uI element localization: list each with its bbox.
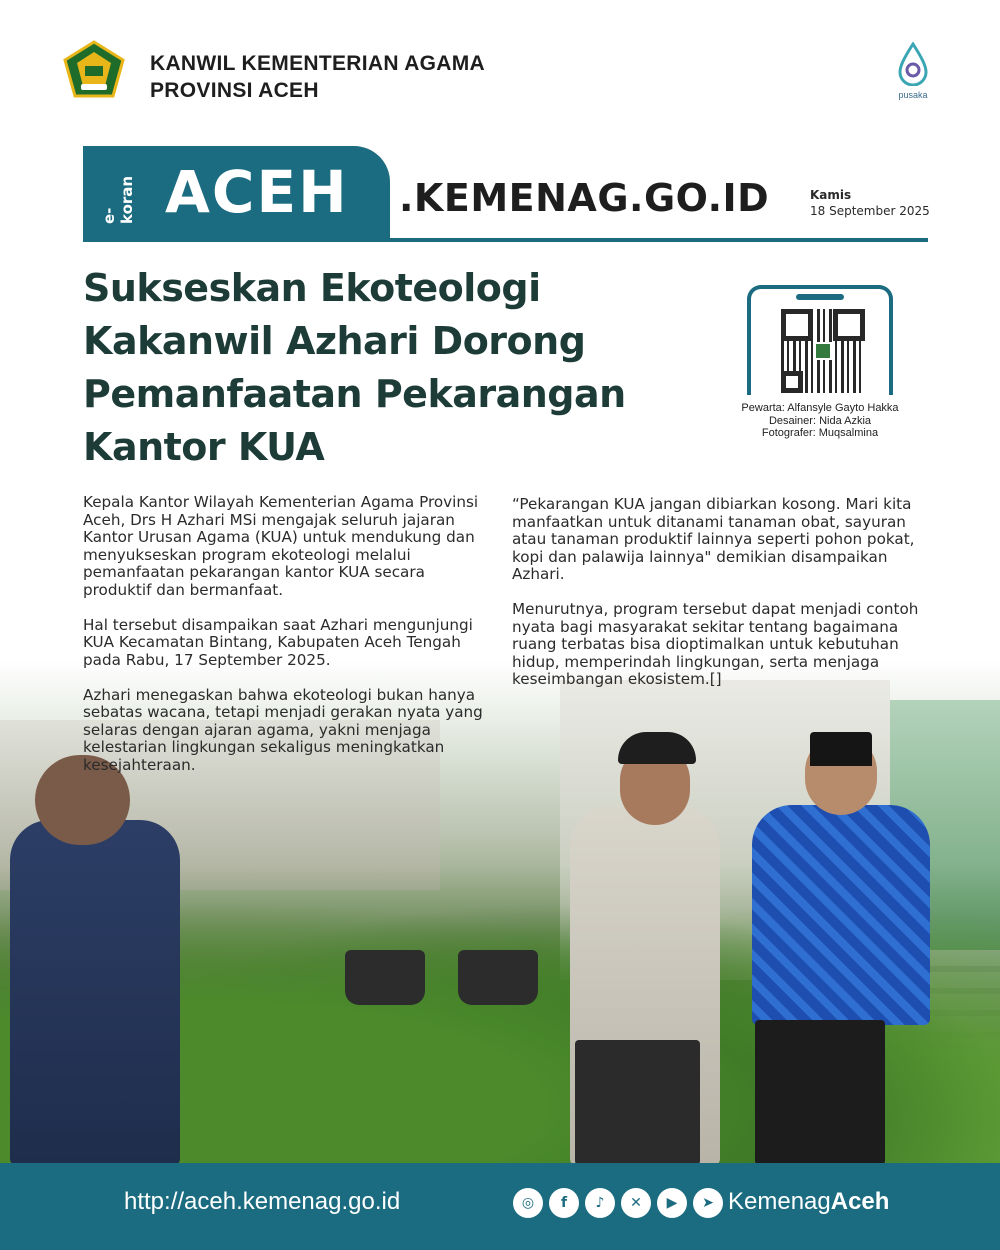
org-line-1: KANWIL KEMENTERIAN AGAMA [150,52,486,75]
telegram-icon[interactable]: ➤ [693,1188,723,1218]
article-headline [83,262,723,474]
facebook-icon[interactable]: f [549,1188,579,1218]
photo-person-right-legs [755,1020,885,1165]
credit-reporter: Pewarta: Alfansyle Gayto Hakka [741,402,899,414]
youtube-icon[interactable]: ▶ [657,1188,687,1218]
article-paragraph: Kepala Kantor Wilayah Kementerian Agama Provinsi Aceh, Drs H Azhari MSi mengajak seluruh jajaran Kantor Urusan Agama (KUA) untuk mendukung dan menyukseskan program ekoteologi melalui pemanfaatan pekarangan kantor KUA secara produktif dan bermanfaat. [83,493,479,599]
photo-person-center-legs [575,1040,700,1165]
pusaka-label: pusaka [898,90,928,100]
masthead-side-tab [83,146,143,242]
credit-photographer: Fotografer: Muqsalmina [761,427,879,439]
pusaka-logo [888,42,938,100]
masthead-main-block [143,146,390,242]
article-paragraph: Azhari menegaskan bahwa ekoteologi bukan hanya sebatas wacana, tetapi menjadi gerakan nyata yang selaras dengan ajaran agama, yakni menjaga kelestarian lingkungan sekaligus meningkatkan kesejahteraan. [83,685,483,774]
brand-bold: Aceh [830,1188,890,1215]
qr-code-icon[interactable] [781,309,865,393]
masthead-side-label: e-koran [100,175,136,224]
masthead-domain: .KEMENAG.GO.ID [399,176,770,220]
photo-person-right-cap [810,732,872,766]
headline-line: Pemanfaatan Pekarangan [83,372,626,416]
org-line-2: PROVINSI ACEH [150,79,319,102]
publish-day: Kamis [810,188,852,202]
credit-designer: Desainer: Nida Azkia [768,414,872,427]
article-paragraph: “Pekarangan KUA jangan dibiarkan kosong. Mari kita manfaatkan untuk ditanami tanaman obat, sayuran atau tanaman produktif lainnya seperti pohon pokat, kopi dan palawija lainnya" demikian disampaikan Azhari. [512,495,915,583]
headline-line: Kantor KUA [83,425,325,469]
instagram-icon[interactable]: ◎ [513,1188,543,1218]
photo-person-right [752,805,930,1025]
credits [720,402,920,440]
publish-date: 18 September 2025 [810,204,930,218]
tiktok-icon[interactable]: ♪ [585,1188,615,1218]
footer-website-link[interactable]: http://aceh.kemenag.go.id [124,1188,401,1215]
photo-plant-pot [458,950,538,1005]
article-column-left [83,494,483,792]
footer-bar [0,1163,1000,1250]
article-paragraph: Menurutnya, program tersebut dapat menjadi contoh nyata bagi masyarakat sekitar tentang bagaimana ruang terbatas bisa dioptimalkan untuk kebutuhan hidup, memperindah lingkungan, serta menjaga keseimbangan ekosistem.[] [512,600,919,688]
masthead-underline [83,238,928,242]
article-paragraph: Hal tersebut disampaikan saat Azhari mengunjungi KUA Kecamatan Bintang, Kabupaten Aceh Tengah pada Rabu, 17 September 2025. [83,615,473,669]
x-icon[interactable]: ✕ [621,1188,651,1218]
photo-person-left [10,820,180,1165]
footer-brand[interactable] [728,1188,889,1216]
kemenag-logo-icon [63,40,125,98]
headline-line: Sukseskan Ekoteologi [83,266,541,310]
phone-frame [747,285,893,395]
photo-plant-pot [345,950,425,1005]
article-column-right [512,496,932,706]
social-icons [513,1188,723,1218]
qr-logo [814,342,832,360]
headline-line: Kakanwil Azhari Dorong [83,319,586,363]
organization-name [150,50,485,104]
phone-notch [796,294,844,300]
photo-person-center-cap [618,732,696,764]
brand-regular: Kemenag [728,1188,831,1215]
masthead-title: ACEH [165,158,349,226]
pusaka-drop-icon [896,42,930,86]
qr-finder [781,371,803,393]
